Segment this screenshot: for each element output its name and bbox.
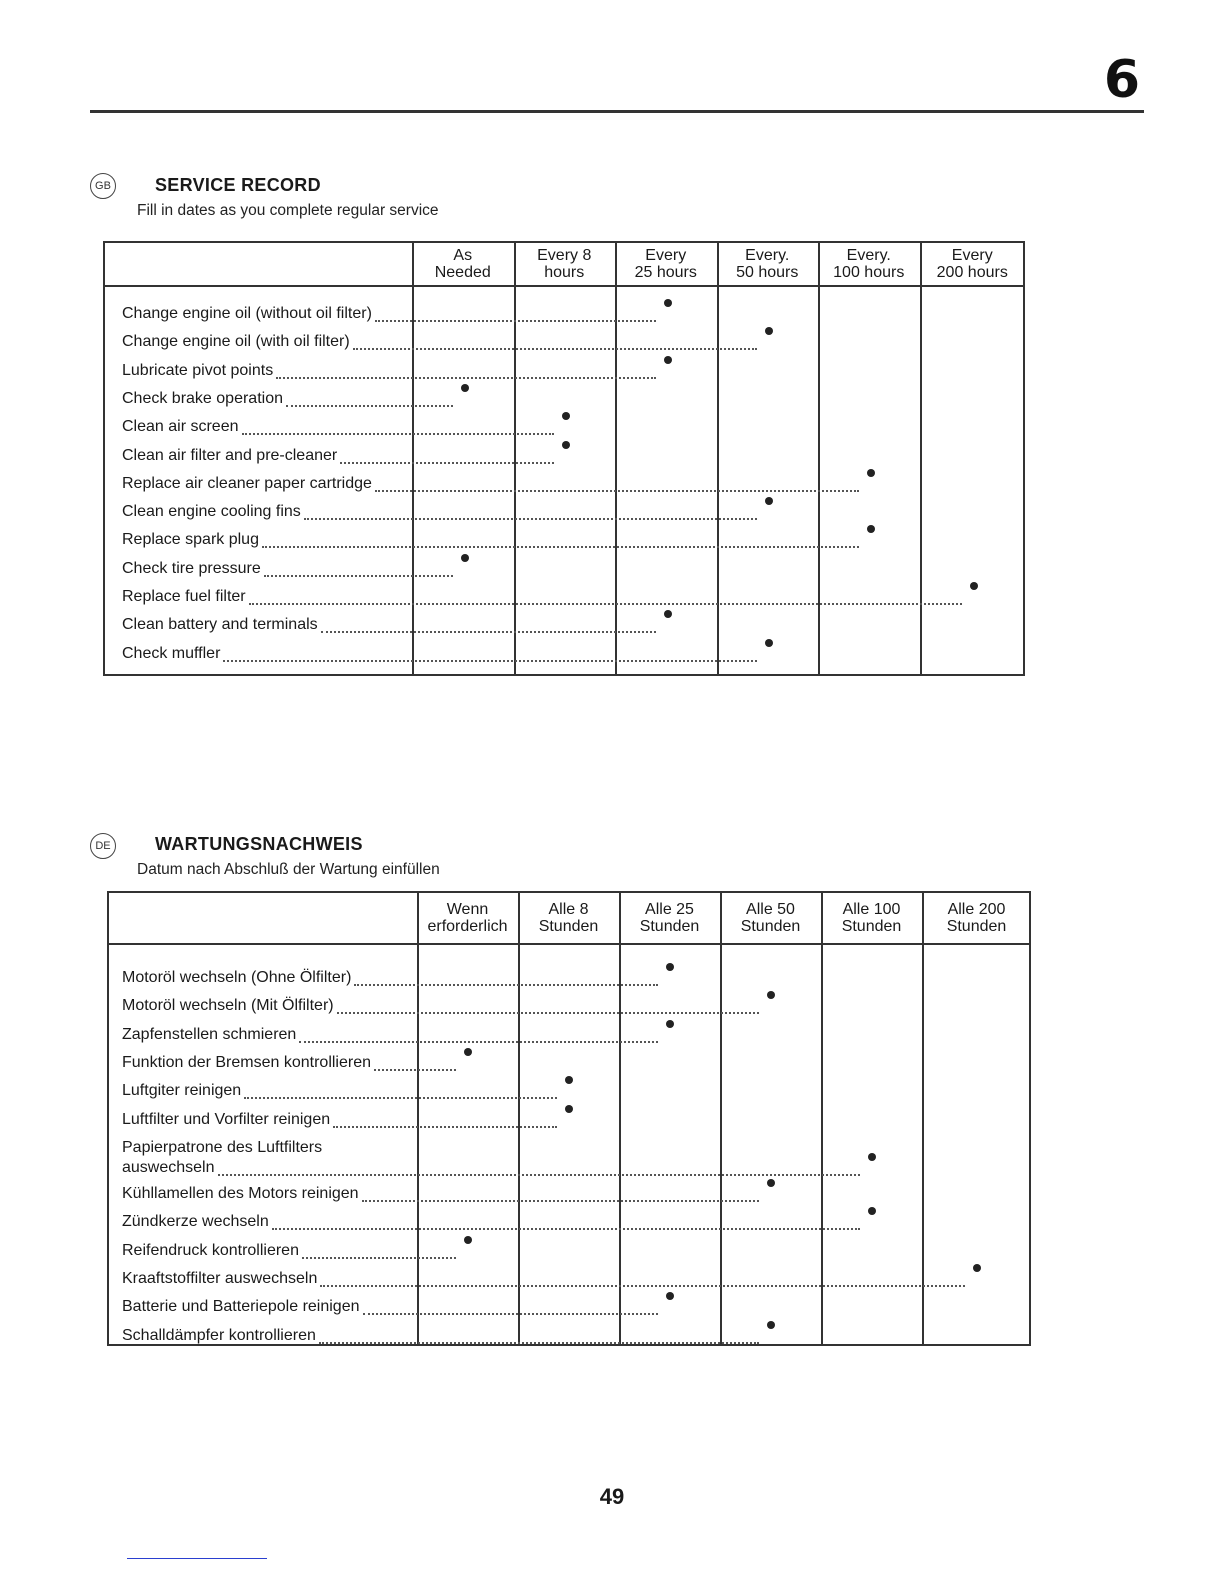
leader-dots <box>340 462 554 464</box>
column-divider <box>412 243 414 674</box>
leader-dots <box>354 984 658 986</box>
leader-dots <box>375 490 859 492</box>
leader-dots <box>321 631 656 633</box>
interval-marker <box>565 1105 573 1113</box>
task-label: Lubricate pivot points <box>122 361 274 379</box>
column-divider <box>920 243 922 674</box>
column-header <box>615 247 717 281</box>
leader-dots <box>223 660 757 662</box>
column-divider <box>518 893 520 1344</box>
column-divider <box>619 893 621 1344</box>
leader-dots <box>242 433 554 435</box>
section-title: SERVICE RECORD <box>155 175 321 195</box>
column-header-line2: Stunden <box>946 918 1007 935</box>
service-table <box>103 241 1025 676</box>
column-header-line1: As <box>453 247 473 264</box>
interval-marker <box>765 639 773 647</box>
task-label: Check brake operation <box>122 389 283 407</box>
interval-marker <box>868 1207 876 1215</box>
column-divider <box>720 893 722 1344</box>
leader-dots <box>304 518 757 520</box>
interval-marker <box>565 1076 573 1084</box>
column-header-line1: Every 8 <box>537 247 592 264</box>
leader-dots <box>337 1012 759 1014</box>
leader-dots <box>353 348 757 350</box>
column-header-line2: 50 hours <box>736 264 799 281</box>
leader-dots <box>262 546 859 548</box>
column-header <box>717 247 819 281</box>
leader-dots <box>363 1313 658 1315</box>
column-header-line1: Alle 8 <box>548 901 589 918</box>
task-label: Zapfenstellen schmieren <box>122 1025 297 1043</box>
column-header <box>720 901 821 935</box>
task-label: Motoröl wechseln (Mit Ölfilter) <box>122 997 334 1015</box>
column-header-line1: Alle 100 <box>842 901 901 918</box>
page-number: 49 <box>599 1484 625 1509</box>
leader-dots <box>244 1097 557 1099</box>
task-label: Check tire pressure <box>122 559 261 577</box>
interval-marker <box>868 1153 876 1161</box>
header-divider <box>109 943 1029 945</box>
leader-dots <box>374 1069 456 1071</box>
task-label: Change engine oil (with oil filter) <box>122 333 350 351</box>
leader-dots <box>249 603 962 605</box>
leader-dots <box>218 1174 860 1176</box>
interval-marker <box>973 1264 981 1272</box>
column-header <box>619 901 720 935</box>
leader-dots <box>375 320 656 322</box>
column-divider <box>821 893 823 1344</box>
task-label: Funktion der Bremsen kontrollieren <box>122 1053 372 1071</box>
leader-dots <box>320 1285 965 1287</box>
task-label-continued: auswechseln <box>122 1158 215 1176</box>
interval-marker <box>970 582 978 590</box>
column-header-line1: Every. <box>846 247 891 264</box>
column-header-line2: 100 hours <box>833 264 905 281</box>
service-table <box>107 891 1031 1346</box>
leader-dots <box>302 1257 456 1259</box>
task-label: Replace air cleaner paper cartridge <box>122 474 372 492</box>
section-title: WARTUNGSNACHWEIS <box>155 834 363 854</box>
column-header <box>514 247 616 281</box>
column-header-line1: Every <box>645 247 687 264</box>
column-header-line2: hours <box>544 264 585 281</box>
task-label: Kraaftstoffilter auswechseln <box>122 1270 318 1287</box>
column-header-line2: 25 hours <box>634 264 697 281</box>
task-label: Clean battery and terminals <box>122 616 318 634</box>
column-header-line1: Wenn <box>446 901 489 918</box>
interval-marker <box>767 1321 775 1329</box>
interval-marker <box>765 497 773 505</box>
column-header <box>821 901 922 935</box>
leader-dots <box>272 1228 860 1230</box>
column-header-line2: Stunden <box>841 918 902 935</box>
interval-marker <box>867 469 875 477</box>
task-label: Luftgiter reinigen <box>122 1082 242 1100</box>
interval-marker <box>867 525 875 533</box>
task-label: Luftfilter und Vorfilter reinigen <box>122 1110 331 1128</box>
column-header <box>920 247 1026 281</box>
column-header-line2: 200 hours <box>936 264 1008 281</box>
column-header <box>922 901 1031 935</box>
task-label: Motoröl wechseln (Ohne Ölfilter) <box>122 969 352 986</box>
section-subtitle: Fill in dates as you complete regular service <box>137 202 439 219</box>
column-header-line2: Needed <box>434 264 491 281</box>
task-label: Change engine oil (without oil filter) <box>122 305 372 322</box>
interval-marker <box>666 1292 674 1300</box>
interval-marker <box>767 1179 775 1187</box>
interval-marker <box>562 412 570 420</box>
column-header-line1: Alle 25 <box>645 901 694 918</box>
interval-marker <box>464 1048 472 1056</box>
column-divider <box>514 243 516 674</box>
column-header <box>412 247 514 281</box>
column-header <box>417 901 518 935</box>
task-label: Replace fuel filter <box>122 588 246 605</box>
task-label: Clean air screen <box>122 418 239 436</box>
interval-marker <box>767 991 775 999</box>
task-label: Reifendruck kontrollieren <box>122 1241 299 1259</box>
column-header-line1: Alle 50 <box>746 901 795 918</box>
column-divider <box>922 893 924 1344</box>
section-subtitle: Datum nach Abschluß der Wartung einfüllen <box>137 861 440 878</box>
column-divider <box>717 243 719 674</box>
column-header-line1: Every <box>951 247 993 264</box>
leader-dots <box>264 575 453 577</box>
interval-marker <box>562 441 570 449</box>
leader-dots <box>362 1200 759 1202</box>
interval-marker <box>666 963 674 971</box>
leader-dots <box>286 405 453 407</box>
interval-marker <box>464 1236 472 1244</box>
interval-marker <box>461 554 469 562</box>
language-badge: GB <box>90 173 116 199</box>
task-label: Check muffler <box>122 644 221 662</box>
interval-marker <box>765 327 773 335</box>
header-rule <box>90 110 1144 113</box>
task-label: Clean engine cooling fins <box>122 503 301 521</box>
interval-marker <box>666 1020 674 1028</box>
column-divider <box>818 243 820 674</box>
column-header-line2: Stunden <box>538 918 599 935</box>
task-label: Kühllamellen des Motors reinigen <box>122 1185 359 1203</box>
column-divider <box>417 893 419 1344</box>
task-label: Batterie und Batteriepole reinigen <box>122 1298 360 1316</box>
task-label: Clean air filter and pre-cleaner <box>122 446 338 464</box>
leader-dots <box>333 1126 557 1128</box>
column-header-line1: Alle 200 <box>947 901 1006 918</box>
task-label: Zündkerze wechseln <box>122 1213 269 1231</box>
chapter-number: 6 <box>1103 50 1140 110</box>
footer-rule <box>127 1558 267 1559</box>
leader-dots <box>319 1342 759 1344</box>
interval-marker <box>664 610 672 618</box>
column-header-line2: Stunden <box>639 918 700 935</box>
interval-marker <box>461 384 469 392</box>
language-badge: DE <box>90 833 116 859</box>
interval-marker <box>664 299 672 307</box>
task-label: Papierpatrone des Luftfilters <box>122 1138 323 1156</box>
leader-dots <box>276 377 656 379</box>
column-header-line2: Stunden <box>740 918 801 935</box>
task-label: Schalldämpfer kontrollieren <box>122 1326 316 1344</box>
column-header <box>518 901 619 935</box>
leader-dots <box>299 1041 658 1043</box>
header-divider <box>105 285 1023 287</box>
column-header <box>818 247 920 281</box>
column-header-line1: Every. <box>745 247 790 264</box>
task-label: Replace spark plug <box>122 531 259 549</box>
column-divider <box>615 243 617 674</box>
interval-marker <box>664 356 672 364</box>
column-header-line2: erforderlich <box>427 918 508 935</box>
